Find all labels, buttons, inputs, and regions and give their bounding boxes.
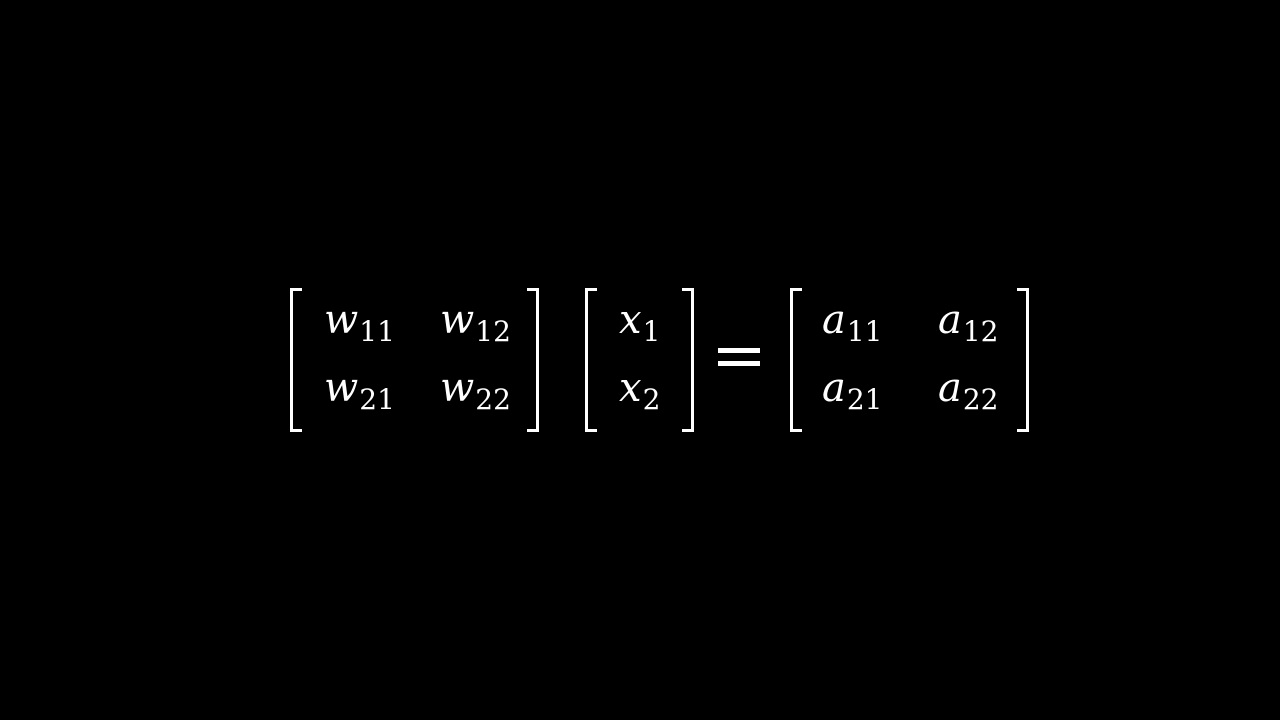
matrix-w-entry-12: [440, 297, 511, 348]
matrix-a-entry-22: [938, 365, 999, 416]
matrix-w-left-bracket: [290, 288, 302, 432]
matrix-w-entry-22: [440, 365, 511, 416]
equals-bar-top: [718, 348, 760, 353]
entry-subscript: 21: [359, 383, 395, 416]
matrix-a-entry-21: [822, 365, 883, 416]
vector-x-left-bracket: [585, 288, 597, 432]
entry-symbol: x: [619, 297, 642, 343]
matrix-w-entry-11: [324, 297, 395, 348]
matrix-a-entry-11: [822, 297, 883, 348]
vector-x-right-bracket: [682, 288, 694, 432]
matrix-a-left-bracket: [790, 288, 802, 432]
entry-subscript: 22: [475, 383, 511, 416]
entry-subscript: 21: [846, 383, 883, 416]
entry-symbol: w: [440, 297, 475, 343]
matrix-a-right-bracket: [1017, 288, 1029, 432]
entry-symbol: a: [938, 365, 962, 411]
entry-symbol: x: [619, 365, 642, 411]
matrix-w-entry-21: [324, 365, 395, 416]
entry-symbol: w: [324, 365, 359, 411]
matrix-w-right-bracket: [527, 288, 539, 432]
entry-subscript: 22: [962, 383, 999, 416]
entry-subscript: 12: [962, 315, 999, 348]
matrix-a-entry-12: [938, 297, 999, 348]
entry-symbol: w: [324, 297, 359, 343]
entry-subscript: 1: [642, 315, 661, 348]
entry-symbol: w: [440, 365, 475, 411]
entry-symbol: a: [822, 365, 846, 411]
entry-subscript: 11: [359, 315, 395, 348]
equals-sign: [718, 345, 760, 369]
vector-x-entry-1: [619, 297, 661, 348]
vector-x-entry-2: [619, 365, 661, 416]
entry-symbol: a: [822, 297, 846, 343]
entry-subscript: 12: [475, 315, 511, 348]
entry-symbol: a: [938, 297, 962, 343]
entry-subscript: 11: [846, 315, 883, 348]
entry-subscript: 2: [642, 383, 661, 416]
equals-bar-bottom: [718, 361, 760, 366]
